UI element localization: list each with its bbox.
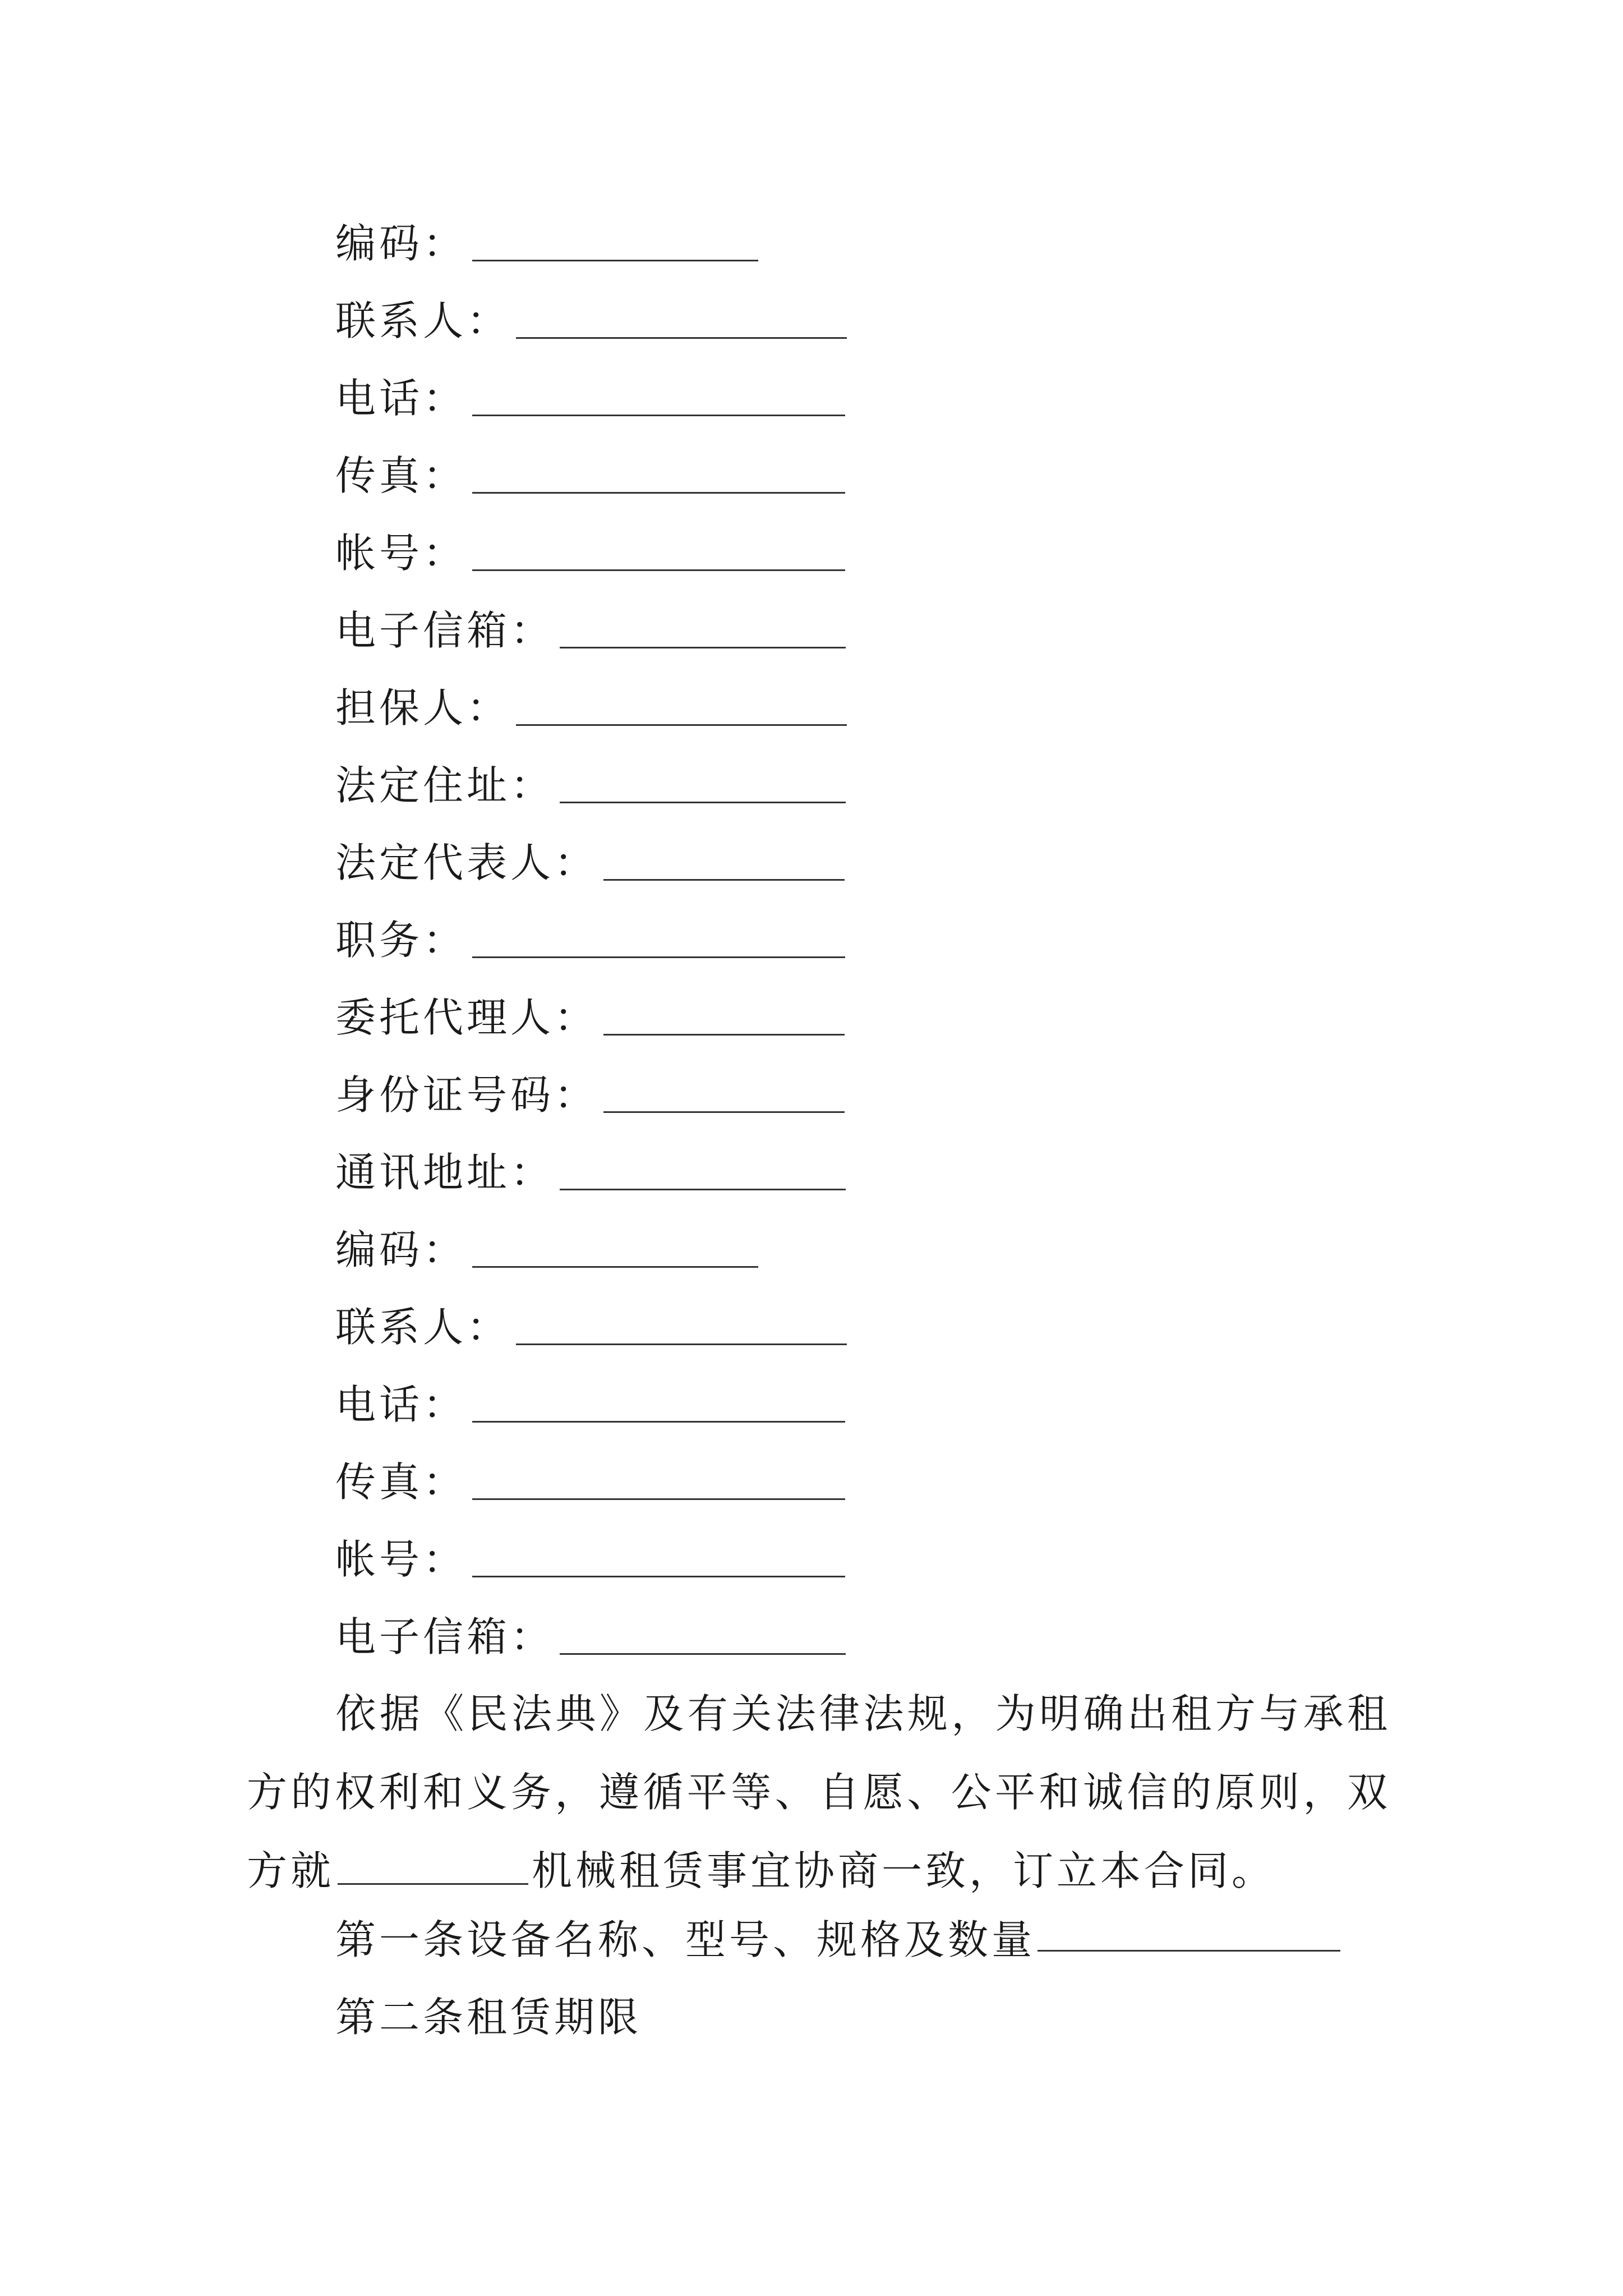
field-blank[interactable] [560,647,846,648]
field-label: 担保人： [335,684,511,731]
field-blank[interactable] [560,802,846,803]
field-blank[interactable] [560,1189,846,1190]
field-line [335,1501,845,1583]
field-line [335,1191,758,1273]
field-label: 身份证号码： [335,1071,598,1119]
field-line [335,495,845,577]
field-line [335,417,845,499]
field-line [335,185,758,267]
field-blank[interactable] [603,1111,845,1113]
field-label: 法定住址： [335,762,555,809]
article-2-text: 第二条租赁期限 [335,1994,642,2041]
field-label: 电话： [335,1381,467,1428]
intro-text-1: 依据《民法典》及有关法律法规，为明确出租方与承租方的权利和义务，遵循平等、自愿、公平和诚信的原则，双方就 [247,1690,1391,1894]
field-line [335,882,845,964]
article-1 [335,1916,1340,1963]
field-label: 电子信箱： [335,1613,555,1660]
field-label: 联系人： [335,1304,511,1351]
field-line [335,1269,847,1351]
field-line [335,959,845,1041]
field-label: 职务： [335,917,467,964]
machine-type-blank[interactable] [338,1849,528,1885]
field-label: 帐号： [335,530,467,577]
field-blank[interactable] [516,337,847,339]
field-label: 传真： [335,1458,467,1506]
field-line [335,1424,845,1506]
intro-paragraph [247,1674,1391,1910]
field-label: 编码： [335,1226,467,1273]
field-line [335,804,845,886]
field-line [335,1346,845,1428]
field-line [335,572,846,654]
field-line [335,263,847,344]
article-1-blank[interactable] [1038,1950,1340,1952]
field-label: 电子信箱： [335,607,555,654]
field-line [335,650,847,731]
field-label: 传真： [335,452,467,499]
field-blank[interactable] [560,1653,846,1655]
article-1-text: 第一条设备名称、型号、规格及数量 [335,1916,1036,1963]
intro-text-2: 机械租赁事宜协商一致，订立本合同。 [532,1847,1276,1894]
field-blank[interactable] [472,1576,845,1577]
article-2 [335,1994,642,2041]
field-blank[interactable] [603,879,845,881]
field-label: 联系人： [335,297,511,344]
field-label: 电话： [335,375,467,422]
field-line [335,1579,846,1660]
field-blank[interactable] [472,1421,845,1423]
field-blank[interactable] [472,569,845,571]
field-line [335,1114,846,1196]
field-label: 委托代理人： [335,994,598,1041]
field-blank[interactable] [516,1343,847,1345]
field-blank[interactable] [472,1266,758,1268]
field-blank[interactable] [472,260,758,261]
field-label: 法定代表人： [335,839,598,886]
field-line [335,1037,845,1119]
field-line [335,340,845,422]
field-blank[interactable] [472,956,845,958]
field-blank[interactable] [516,724,847,726]
field-blank[interactable] [603,1034,845,1036]
field-blank[interactable] [472,1498,845,1500]
field-label: 编码： [335,220,467,267]
field-label: 通讯地址： [335,1149,555,1196]
field-label: 帐号： [335,1536,467,1583]
field-blank[interactable] [472,492,845,494]
field-line [335,727,846,809]
field-blank[interactable] [472,415,845,416]
